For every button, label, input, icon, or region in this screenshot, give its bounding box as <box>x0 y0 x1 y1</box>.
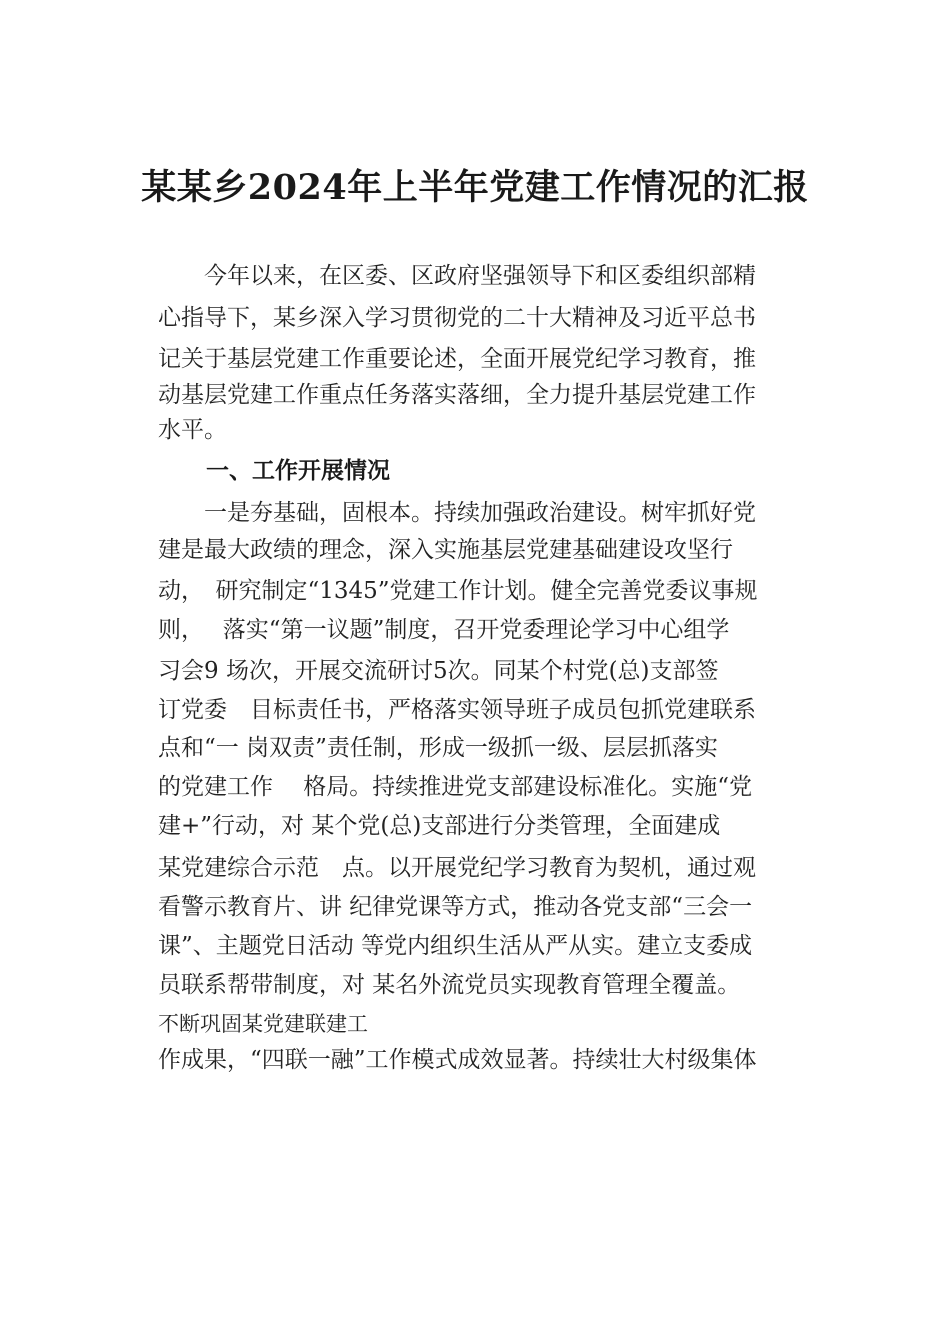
body-line: 不断巩固某党建联建工 <box>158 1012 368 1036</box>
body-line: 建是最大政绩的理念，深入实施基层党建基础建设攻坚行 <box>158 537 733 563</box>
body-line: 订党委 目标责任书，严格落实领导班子成员包抓党建联系 <box>158 697 756 723</box>
body-line: 课”、主题党日活动 等党内组织生活从严从实。建立支委成 <box>158 933 753 959</box>
intro-line: 今年以来，在区委、区政府坚强领导下和区委组织部精 <box>158 263 756 289</box>
body-line: 员联系帮带制度，对 某名外流党员实现教育管理全覆盖。 <box>158 972 741 998</box>
document-title: 某某乡2024年上半年党建工作情况的汇报 <box>141 167 809 208</box>
body-line: 习会9 场次，开展交流研讨5次。同某个村党(总)支部签 <box>158 658 719 684</box>
body-line: 点和“一 岗双责”责任制，形成一级抓一级、层层抓落实 <box>158 735 718 761</box>
body-line: 作成果，“四联一融”工作模式成效显著。持续壮大村级集体 <box>158 1047 757 1073</box>
body-line: 的党建工作 格局。持续推进党支部建设标准化。实施“党 <box>158 774 753 800</box>
body-line: 动， 研究制定“1345”党建工作计划。健全完善党委议事规 <box>158 578 758 604</box>
body-line: 一是夯基础，固根本。持续加强政治建设。树牢抓好党 <box>158 500 756 526</box>
intro-line: 心指导下，某乡深入学习贯彻党的二十大精神及习近平总书 <box>158 305 756 331</box>
intro-line: 水平。 <box>158 417 227 443</box>
body-line: 看警示教育片、讲 纪律党课等方式，推动各党支部“三会一 <box>158 894 753 920</box>
intro-line: 动基层党建工作重点任务落实落细，全力提升基层党建工作 <box>158 382 756 408</box>
body-line: 某党建综合示范 点。以开展党纪学习教育为契机，通过观 <box>158 855 756 881</box>
section-heading: 一、工作开展情况 <box>206 458 390 484</box>
body-line: 则， 落实“第一议题”制度，召开党委理论学习中心组学 <box>158 617 730 643</box>
intro-line: 记关于基层党建工作重要论述，全面开展党纪学习教育，推 <box>158 346 756 372</box>
body-line: 建+”行动，对 某个党(总)支部进行分类管理，全面建成 <box>158 813 721 839</box>
